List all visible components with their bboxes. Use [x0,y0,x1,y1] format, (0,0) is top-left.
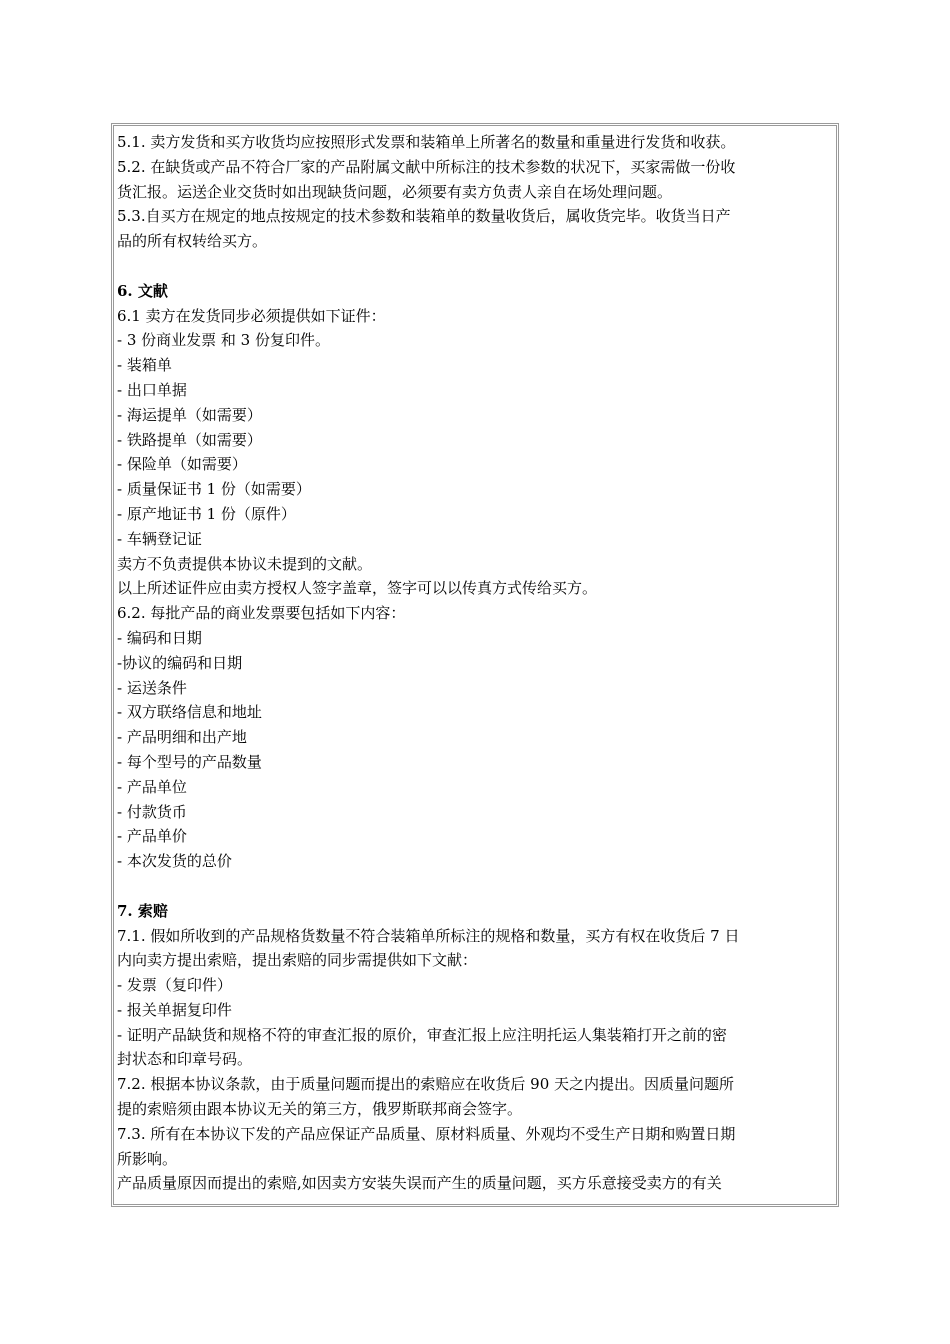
section-6-heading: 6. 文献 [117,281,168,300]
doc-list-item: - 原产地证书 1 份（原件） [117,504,296,523]
clause-7-2-line-2: 提的索赔须由跟本协议无关的第三方，俄罗斯联邦商会签字。 [117,1100,523,1119]
section-7-heading: 7. 索赔 [117,901,168,920]
doc-list-item: - 3 份商业发票 和 3 份复印件。 [117,331,330,350]
spacer [117,874,837,899]
invoice-list-item: - 每个型号的产品数量 [117,752,262,771]
doc-list-item: - 出口单据 [117,380,187,399]
clause-7-1-line-2: 内向卖方提出索赔，提出索赔的同步需提供如下文献： [117,951,478,970]
doc-list-item: - 保险单（如需要） [117,455,247,474]
claim-detail-line-2: 封状态和印章号码。 [117,1050,253,1069]
note-line: 卖方不负责提供本协议未提到的文献。 [117,554,373,573]
invoice-list-item: - 运送条件 [117,678,187,697]
invoice-list-item: - 产品单位 [117,777,187,796]
clause-6-1: 6.1 卖方在发货同步必须提供如下证件： [117,306,386,325]
invoice-list-item: -协议的编码和日期 [117,653,243,672]
invoice-list-item: - 双方联络信息和地址 [117,703,262,722]
claim-detail-line-1: - 证明产品缺货和规格不符的审查汇报的原价，审查汇报上应注明托运人集装箱打开之前的密 [117,1025,727,1044]
document-frame [111,123,839,1207]
doc-list-item: - 铁路提单（如需要） [117,430,262,449]
clause-6-2: 6.2. 每批产品的商业发票要包括如下内容： [117,604,406,623]
invoice-list-item: - 付款货币 [117,802,187,821]
doc-list-item: - 海运提单（如需要） [117,405,262,424]
claim-list-item: - 报关单据复印件 [117,1000,232,1019]
clause-5-2-line-1: 5.2. 在缺货或产品不符合厂家的产品附属文献中所标注的技术参数的状况下，买家需做一份收 [117,157,736,176]
invoice-list-item: - 产品单价 [117,827,187,846]
claim-list-item: - 发票（复印件） [117,976,232,995]
doc-list-item: - 车辆登记证 [117,529,202,548]
clause-7-2-line-1: 7.2. 根据本协议条款，由于质量问题而提出的索赔应在收货后 90 天之内提出。因质量问题所 [117,1075,735,1094]
clause-5-3-line-2: 品的所有权转给买方。 [117,232,268,251]
spacer [117,254,837,279]
doc-list-item: - 装箱单 [117,356,172,375]
clause-5-1: 5.1. 卖方发货和买方收货均应按照形式发票和装箱单上所著名的数量和重量进行发货和收获。 [117,133,736,151]
invoice-list-item: - 本次发货的总价 [117,852,232,871]
note-line: 以上所述证件应由卖方授权人签字盖章，签字可以以传真方式传给买方。 [117,579,598,598]
clause-5-2-line-2: 货汇报。运送企业交货时如出现缺货问题，必须要有卖方负责人亲自在场处理问题。 [117,182,673,201]
clause-7-1-line-1: 7.1. 假如所收到的产品规格货数量不符合装箱单所标注的规格和数量，买方有权在收货后 7 日 [117,926,740,945]
invoice-list-item: - 编码和日期 [117,628,202,647]
clause-5-3-line-1: 5.3.自买方在规定的地点按规定的技术参数和装箱单的数量收货后，属收货完毕。收货当日产 [117,207,731,226]
clause-7-3-line-2: 所影响。 [117,1149,178,1168]
clause-7-4-line-1: 产品质量原因而提出的索赔,如因卖方安装失误而产生的质量问题，买方乐意接受卖方的有关 [117,1174,722,1193]
invoice-list-item: - 产品明细和出产地 [117,728,247,747]
doc-list-item: - 质量保证书 1 份（如需要） [117,480,311,499]
document-body [117,130,837,1196]
clause-7-3-line-1: 7.3. 所有在本协议下发的产品应保证产品质量、原材料质量、外观均不受生产日期和购置日期 [117,1124,736,1143]
